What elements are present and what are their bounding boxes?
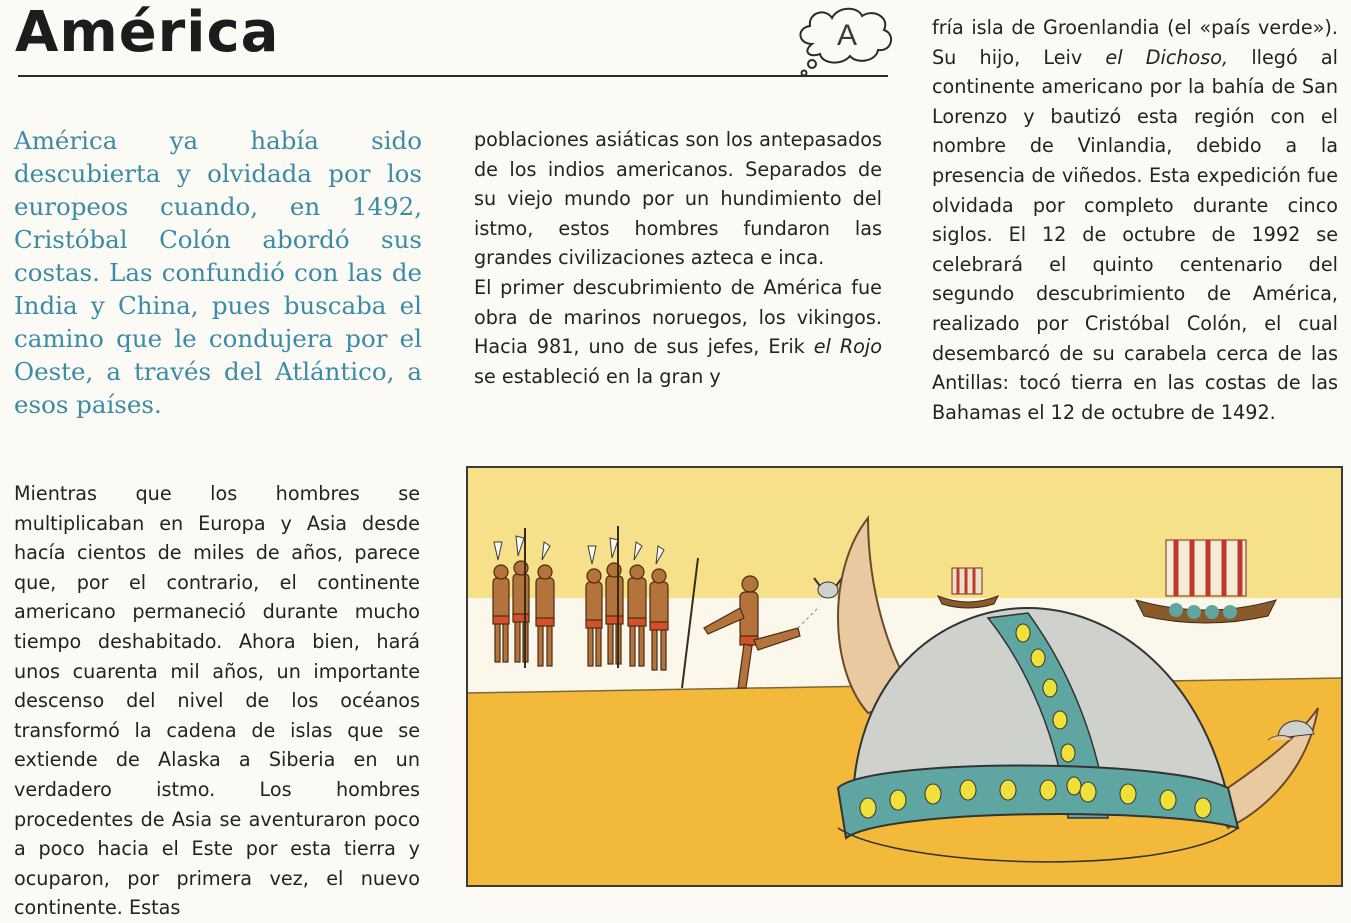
illustration-viking-helmet <box>466 466 1343 887</box>
thought-bubble-badge <box>790 4 900 78</box>
column-left <box>14 479 420 923</box>
column-middle <box>474 125 882 391</box>
title-rule <box>18 75 888 77</box>
intro-paragraph: América ya había sido descubierta y olvidada por los europeos cuando, en 1492, Cristóbal Colón abordó sus costas. Las confundió con las de India y China, pues buscaba el camino que le condujera por el Oeste, a través del Atlántico, a esos países. <box>14 126 422 419</box>
column-right <box>932 13 1338 427</box>
middle-paragraph-2: El primer descubrimiento de América fue obra de marinos noruegos, los vikingos. Hacia 981, uno de sus jefes, Erik el Rojo se estableció en la gran y <box>474 275 882 388</box>
left-paragraph: Mientras que los hombres se multiplicaban en Europa y Asia desde hacía cientos de miles de años, parece que, por el contrario, el continente americano permaneció durante mucho tiempo deshabitado. Ahora bien, hará unos cuarenta mil años, un importante descenso del nivel de los océanos transformó la cadena de islas que se extiende de Alaska a Siberia en un verdadero istmo. Los hombres procedentes de Asia se aventuraron poco a poco hacia el Este por esta tierra y ocuparon, por primera vez, el nuevo continente. Estas <box>14 482 420 920</box>
right-paragraph: fría isla de Groenlandia (el «país verde»). Su hijo, Leiv el Dichoso, llegó al continente americano por la bahía de San Lorenzo y bautizó esta región con el nombre de Vinlandia, debido a la presencia de viñedos. Esta expedición fue olvidada por completo durante cinco siglos. El 12 de octubre de 1992 se celebrará el quinto centenario del segundo descubrimiento de América, realizado por Cristóbal Colón, el cual desembarcó de su carabela cerca de las Antillas: tocó tierra en las costas de las Bahamas el 12 de octubre de 1492. <box>932 16 1338 424</box>
page-title: América <box>15 0 280 65</box>
badge-letter: A <box>836 19 858 52</box>
middle-paragraph-1: poblaciones asiáticas son los antepasados de los indios americanos. Separados de su viejo mundo por un hundimiento del istmo, estos hombres fundaron las grandes civilizaciones azteca e inca. <box>474 128 882 270</box>
